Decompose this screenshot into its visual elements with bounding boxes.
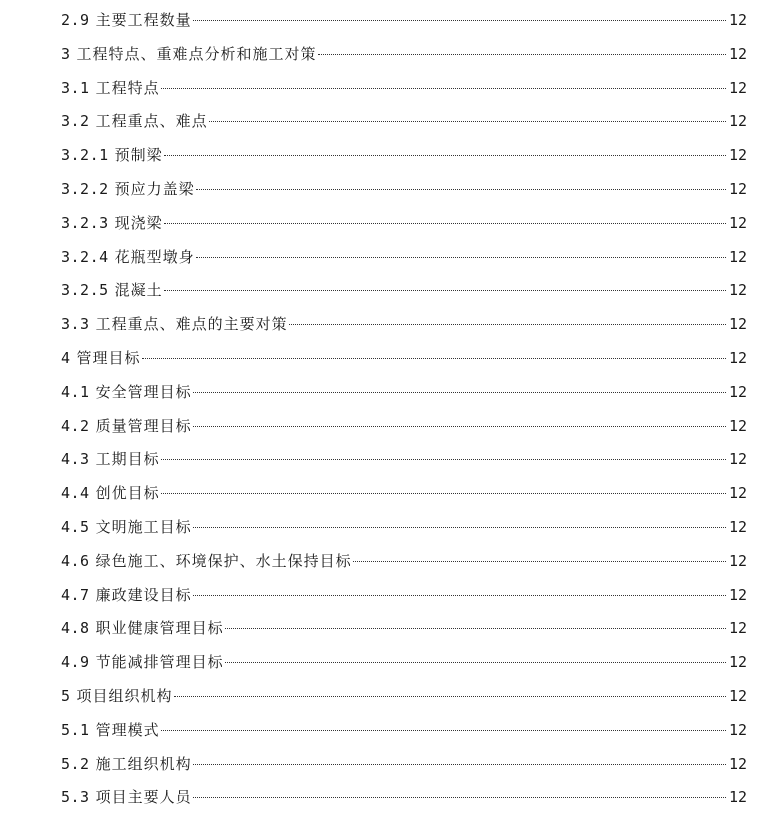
toc-entry-number: 2.9 bbox=[61, 11, 90, 29]
dot-leader bbox=[164, 155, 726, 156]
dot-leader bbox=[161, 493, 726, 494]
toc-entry-number: 4 bbox=[61, 348, 71, 367]
toc-entry-title: 管理模式 bbox=[95, 720, 160, 739]
toc-entry-title: 文明施工目标 bbox=[95, 517, 192, 536]
toc-entry-title: 职业健康管理目标 bbox=[95, 619, 224, 638]
toc-entry[interactable] bbox=[61, 781, 747, 815]
toc-entry-number: 4.1 bbox=[61, 382, 90, 401]
toc-entry-number: 4.5 bbox=[61, 517, 90, 536]
toc-entry-number: 3 bbox=[61, 44, 71, 63]
toc-entry-number: 4.8 bbox=[61, 619, 90, 638]
toc-entry[interactable] bbox=[61, 477, 747, 511]
toc-entry-title: 安全管理目标 bbox=[95, 382, 192, 401]
toc-entry[interactable] bbox=[61, 139, 747, 173]
dot-leader bbox=[193, 20, 726, 21]
toc-entry-page-number: 12 bbox=[728, 517, 747, 536]
toc-entry-title: 施工组织机构 bbox=[95, 754, 192, 773]
toc-entry-title: 工程特点 bbox=[95, 78, 160, 97]
toc-entry-number: 3.2.1 bbox=[61, 146, 109, 165]
dot-leader bbox=[193, 392, 726, 393]
toc-entry-page-number: 12 bbox=[728, 315, 747, 334]
toc-entry-title: 工程重点、难点 bbox=[95, 112, 208, 131]
toc-entry-page-number: 12 bbox=[728, 720, 747, 739]
dot-leader bbox=[225, 628, 726, 629]
toc-entry-page-number: 12 bbox=[728, 382, 747, 401]
toc-entry-title: 预制梁 bbox=[114, 146, 163, 165]
dot-leader bbox=[164, 290, 726, 291]
toc-entry-page-number: 12 bbox=[728, 484, 747, 503]
dot-leader bbox=[225, 662, 726, 663]
toc-entry-title: 质量管理目标 bbox=[95, 416, 192, 435]
toc-entry[interactable] bbox=[61, 207, 747, 241]
toc-entry[interactable] bbox=[61, 342, 747, 376]
toc-entry-title: 项目主要人员 bbox=[95, 788, 192, 807]
toc-entry[interactable] bbox=[61, 376, 747, 410]
dot-leader bbox=[193, 426, 726, 427]
dot-leader bbox=[164, 223, 726, 224]
toc-entry[interactable] bbox=[61, 105, 747, 139]
toc-entry-page-number: 12 bbox=[728, 247, 747, 266]
dot-leader bbox=[289, 324, 726, 325]
toc-entry[interactable] bbox=[61, 680, 747, 714]
dot-leader bbox=[161, 88, 726, 89]
dot-leader bbox=[193, 764, 726, 765]
toc-entry-number: 5.2 bbox=[61, 754, 90, 773]
toc-entry[interactable] bbox=[61, 410, 747, 444]
dot-leader bbox=[209, 121, 726, 122]
toc-entry-number: 5.1 bbox=[61, 720, 90, 739]
toc-entry[interactable] bbox=[61, 308, 747, 342]
toc-entry-number: 5 bbox=[61, 686, 71, 705]
toc-entry-page-number: 12 bbox=[728, 11, 747, 29]
dot-leader bbox=[193, 595, 726, 596]
toc-entry[interactable] bbox=[61, 748, 747, 782]
dot-leader bbox=[196, 257, 726, 258]
toc-entry-number: 3.2.4 bbox=[61, 247, 109, 266]
toc-entry[interactable] bbox=[61, 545, 747, 579]
toc-entry-title: 工期目标 bbox=[95, 450, 160, 469]
toc-entry-title: 花瓶型墩身 bbox=[114, 247, 195, 266]
toc-entry-number: 4.6 bbox=[61, 551, 90, 570]
toc-entry-page-number: 12 bbox=[728, 78, 747, 97]
toc-entry-page-number: 12 bbox=[728, 213, 747, 232]
toc-entry-number: 5.3 bbox=[61, 788, 90, 807]
toc-entry[interactable] bbox=[61, 241, 747, 275]
table-of-contents bbox=[61, 4, 747, 815]
toc-entry-page-number: 12 bbox=[728, 112, 747, 131]
toc-entry-page-number: 12 bbox=[728, 450, 747, 469]
toc-entry-page-number: 12 bbox=[728, 686, 747, 705]
toc-entry-number: 3.2.5 bbox=[61, 281, 109, 300]
toc-entry-title: 项目组织机构 bbox=[76, 686, 173, 705]
toc-entry[interactable] bbox=[61, 646, 747, 680]
toc-entry[interactable] bbox=[61, 579, 747, 613]
toc-entry-number: 4.4 bbox=[61, 484, 90, 503]
toc-entry-number: 3.2.3 bbox=[61, 213, 109, 232]
toc-entry[interactable] bbox=[61, 4, 747, 38]
dot-leader bbox=[161, 730, 726, 731]
toc-entry-title: 预应力盖梁 bbox=[114, 179, 195, 198]
toc-entry-title: 主要工程数量 bbox=[95, 11, 192, 29]
toc-entry-page-number: 12 bbox=[728, 653, 747, 672]
dot-leader bbox=[142, 358, 726, 359]
toc-entry-number: 3.2 bbox=[61, 112, 90, 131]
toc-entry-title: 工程重点、难点的主要对策 bbox=[95, 315, 288, 334]
toc-entry-title: 绿色施工、环境保护、水土保持目标 bbox=[95, 551, 352, 570]
toc-entry[interactable] bbox=[61, 511, 747, 545]
dot-leader bbox=[196, 189, 726, 190]
toc-entry[interactable] bbox=[61, 173, 747, 207]
toc-entry-page-number: 12 bbox=[728, 179, 747, 198]
toc-entry[interactable] bbox=[61, 714, 747, 748]
toc-entry-page-number: 12 bbox=[728, 585, 747, 604]
toc-entry-page-number: 12 bbox=[728, 281, 747, 300]
toc-entry-title: 廉政建设目标 bbox=[95, 585, 192, 604]
toc-entry[interactable] bbox=[61, 612, 747, 646]
toc-entry-page-number: 12 bbox=[728, 551, 747, 570]
toc-entry-page-number: 12 bbox=[728, 348, 747, 367]
toc-entry-page-number: 12 bbox=[728, 416, 747, 435]
toc-entry[interactable] bbox=[61, 38, 747, 72]
dot-leader bbox=[193, 527, 726, 528]
toc-entry-title: 现浇梁 bbox=[114, 213, 163, 232]
toc-entry-page-number: 12 bbox=[728, 754, 747, 773]
toc-entry-number: 3.3 bbox=[61, 315, 90, 334]
toc-entry-title: 工程特点、重难点分析和施工对策 bbox=[76, 44, 317, 63]
dot-leader bbox=[353, 561, 726, 562]
toc-entry-number: 4.9 bbox=[61, 653, 90, 672]
dot-leader bbox=[318, 54, 726, 55]
toc-entry-page-number: 12 bbox=[728, 788, 747, 807]
toc-entry-number: 3.1 bbox=[61, 78, 90, 97]
toc-entry-title: 混凝土 bbox=[114, 281, 163, 300]
toc-entry-number: 4.3 bbox=[61, 450, 90, 469]
toc-entry[interactable] bbox=[61, 274, 747, 308]
toc-entry-page-number: 12 bbox=[728, 44, 747, 63]
toc-entry-title: 节能减排管理目标 bbox=[95, 653, 224, 672]
toc-entry-title: 管理目标 bbox=[76, 348, 141, 367]
dot-leader bbox=[193, 797, 726, 798]
toc-entry-page-number: 12 bbox=[728, 619, 747, 638]
toc-entry-title: 创优目标 bbox=[95, 484, 160, 503]
toc-entry-number: 4.7 bbox=[61, 585, 90, 604]
dot-leader bbox=[174, 696, 726, 697]
toc-entry[interactable] bbox=[61, 443, 747, 477]
toc-entry[interactable] bbox=[61, 72, 747, 106]
toc-entry-number: 4.2 bbox=[61, 416, 90, 435]
dot-leader bbox=[161, 459, 726, 460]
toc-entry-page-number: 12 bbox=[728, 146, 747, 165]
toc-entry-number: 3.2.2 bbox=[61, 179, 109, 198]
